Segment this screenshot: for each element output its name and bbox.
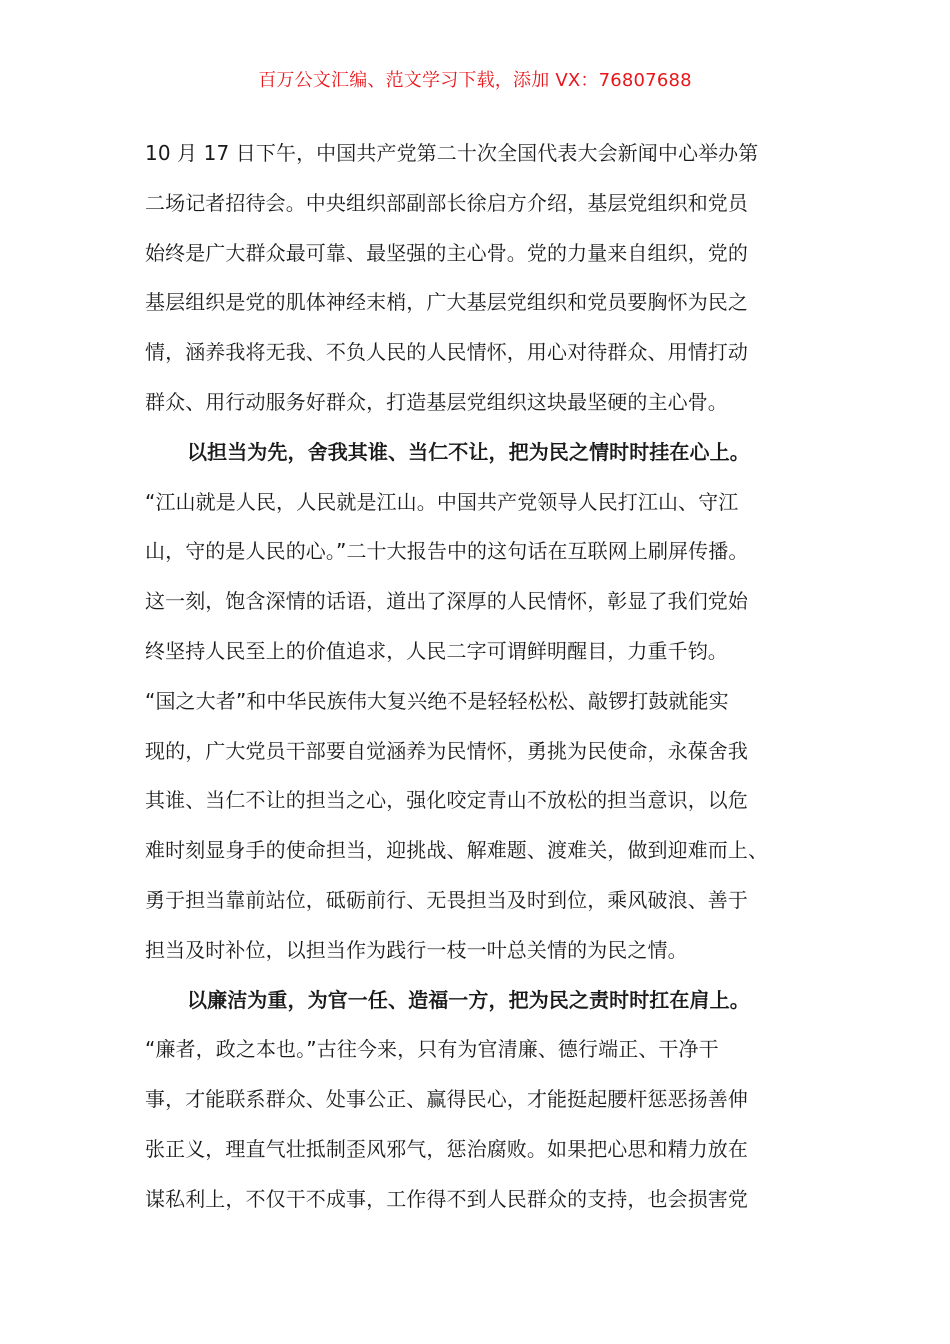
document-body [145,129,805,1225]
body-line: 二场记者招待会。中央组织部副部长徐启方介绍，基层党组织和党员 [145,190,748,215]
body-line: “廉者，政之本也。”古往今来，只有为官清廉、德行端正、干净干 [145,1037,719,1062]
body-line: 张正义，理直气壮抵制歪风邪气，惩治腐败。如果把心思和精力放在 [145,1136,748,1161]
body-line: 难时刻显身手的使命担当，迎挑战、解难题、渡难关，做到迎难而上、 [145,838,769,863]
body-line: 担当及时补位，以担当作为践行一枝一叶总关情的为民之情。 [145,937,688,962]
body-line: “江山就是人民，人民就是江山。中国共产党领导人民打江山、守江 [145,489,739,514]
body-line: 终坚持人民至上的价值追求，人民二字可谓鲜明醒目，力重千钧。 [145,638,728,663]
body-line: 勇于担当靠前站位，砥砺前行、无畏担当及时到位，乘风破浪、善于 [145,887,748,912]
body-line: 始终是广大群众最可靠、最坚强的主心骨。党的力量来自组织，党的 [145,240,748,265]
body-line: “国之大者”和中华民族伟大复兴绝不是轻轻松松、敲锣打鼓就能实 [145,688,729,713]
body-line: 事，才能联系群众、处事公正、赢得民心，才能挺起腰杆惩恶扬善伸 [145,1087,748,1112]
body-line: 其谁、当仁不让的担当之心，强化咬定青山不放松的担当意识，以危 [145,788,748,813]
body-line: 群众、用行动服务好群众，打造基层党组织这块最坚硬的主心骨。 [145,389,728,414]
watermark-header: 百万公文汇编、范文学习下载，添加 VX：76807688 [258,70,692,91]
body-line: 谋私利上，不仅干不成事，工作得不到人民群众的支持，也会损害党 [145,1186,748,1211]
section-heading: 以廉洁为重，为官一任、造福一方，把为民之责时时扛在肩上。 [187,987,750,1012]
body-line: 基层组织是党的肌体神经末梢，广大基层党组织和党员要胸怀为民之 [145,290,748,315]
body-line: 山，守的是人民的心。”二十大报告中的这句话在互联网上刷屏传播。 [145,539,749,564]
body-line: 现的，广大党员干部要自觉涵养为民情怀，勇挑为民使命，永葆舍我 [145,738,748,763]
body-line: 这一刻，饱含深情的话语，道出了深厚的人民情怀，彰显了我们党始 [145,589,748,614]
section-heading: 以担当为先，舍我其谁、当仁不让，把为民之情时时挂在心上。 [187,439,750,464]
body-line: 10 月 17 日下午，中国共产党第二十次全国代表大会新闻中心举办第 [145,141,759,165]
body-line: 情，涵养我将无我、不负人民的人民情怀，用心对待群众、用情打动 [145,340,748,365]
